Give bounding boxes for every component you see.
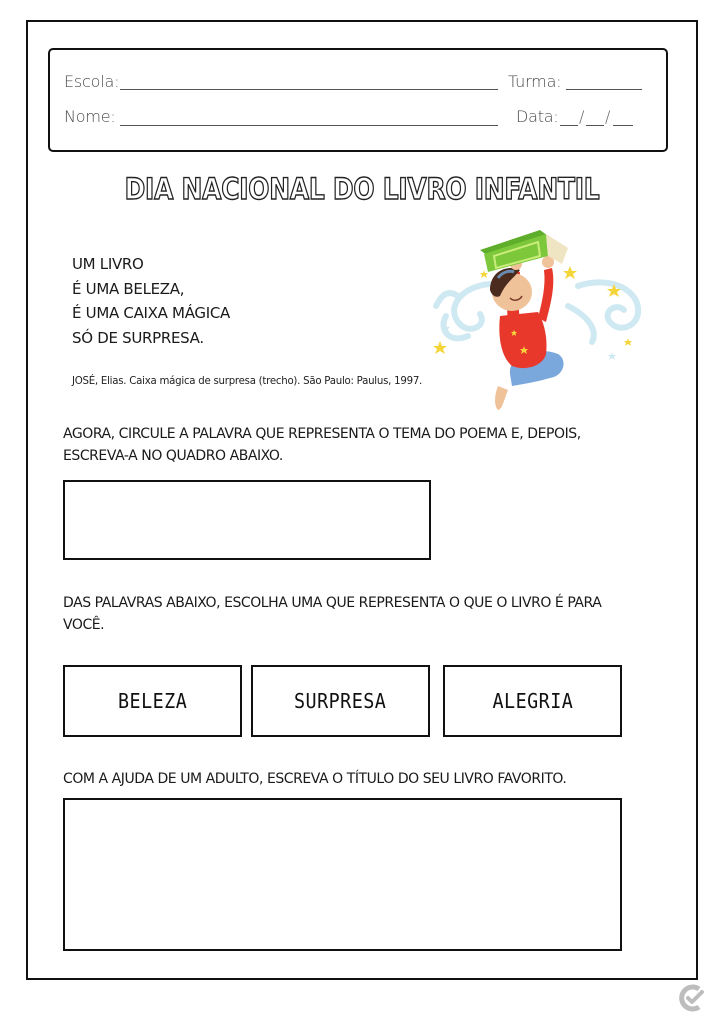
question-line: AGORA, CIRCULE A PALAVRA QUE REPRESENTA O TEMA DO POEMA E, DEPOIS, xyxy=(63,426,581,442)
option-label: ALEGRIA xyxy=(492,689,573,713)
date-label: Data: xyxy=(516,107,559,126)
question-1-text xyxy=(63,423,663,467)
page-title: DIA NACIONAL DO LIVRO INFANTIL xyxy=(124,172,600,206)
child-holding-book-illustration xyxy=(428,226,653,412)
question-line: DAS PALAVRAS ABAIXO, ESCOLHA UMA QUE REPRESENTA O QUE O LIVRO É PARA xyxy=(63,595,602,611)
poem-citation: JOSÉ, Elias. Caixa mágica de surpresa (trecho). São Paulo: Paulus, 1997. xyxy=(72,376,423,387)
student-info-box xyxy=(48,48,668,152)
date-slash: / xyxy=(579,107,585,126)
option-surpresa[interactable] xyxy=(251,665,430,737)
answer-box-theme[interactable] xyxy=(63,480,431,560)
name-label: Nome: xyxy=(64,107,116,126)
option-label: SURPRESA xyxy=(294,689,387,713)
date-year-field[interactable] xyxy=(613,125,633,126)
question-line: ESCREVA-A NO QUADRO ABAIXO. xyxy=(63,448,283,464)
question-2-text xyxy=(63,592,663,636)
option-alegria[interactable] xyxy=(443,665,622,737)
school-row xyxy=(64,72,119,91)
poem-line: UM LIVRO xyxy=(72,255,144,273)
poem-line: SÓ DE SURPRESA. xyxy=(72,328,204,347)
poem-line: É UMA BELEZA, xyxy=(72,279,185,298)
date-row xyxy=(516,107,559,126)
answer-box-favorite-book[interactable] xyxy=(63,798,622,951)
name-row xyxy=(64,107,116,126)
checkmark-c-logo-icon xyxy=(677,983,707,1013)
date-slash: / xyxy=(605,107,611,126)
question-line: COM A AJUDA DE UM ADULTO, ESCREVA O TÍTULO DO SEU LIVRO FAVORITO. xyxy=(63,771,567,787)
question-3-text xyxy=(63,768,663,790)
class-field[interactable] xyxy=(566,89,642,90)
school-label: Escola: xyxy=(64,72,120,91)
date-month-field[interactable] xyxy=(586,125,604,126)
question-line: VOCÊ. xyxy=(63,617,105,633)
poem xyxy=(72,252,230,350)
option-label: BELEZA xyxy=(117,689,188,713)
class-row xyxy=(508,72,561,91)
date-day-field[interactable] xyxy=(560,125,578,126)
option-beleza[interactable] xyxy=(63,665,242,737)
name-field[interactable] xyxy=(120,125,498,126)
class-label: Turma: xyxy=(508,72,562,91)
school-field[interactable] xyxy=(120,89,498,90)
poem-line: É UMA CAIXA MÁGICA xyxy=(72,304,230,323)
